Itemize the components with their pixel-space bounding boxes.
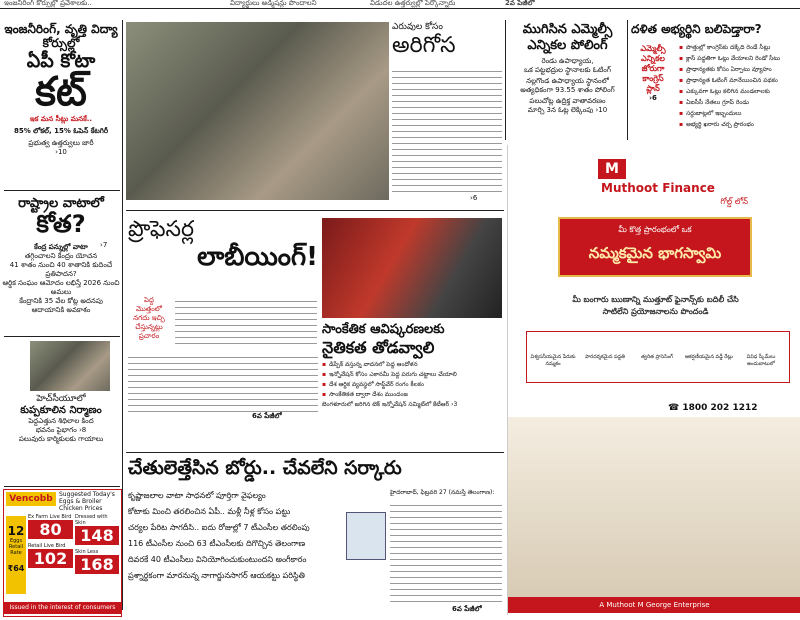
- muthoot-feature-2: పారదర్శకమైన పద్ధతి: [585, 354, 625, 360]
- ex-farm-price: 80: [28, 520, 73, 539]
- states-share-head1: రాష్ట్రాల వాటాలో: [18, 196, 104, 211]
- muthoot-body2: సాటిలేని ప్రయోజనాలను పొందండి: [602, 307, 709, 316]
- vencobb-ad: [3, 489, 122, 617]
- dressed-price: 148: [75, 526, 119, 545]
- top-strip-page-ref: 2వ పేజీలో: [505, 0, 535, 7]
- vencobb-tagline: Suggested Today's Eggs & Broiler Chicken Prices: [59, 491, 115, 512]
- top-strip-mid2: విడుదల ఉత్తర్వుల్లో పేర్కొన్నారు: [370, 0, 456, 7]
- boards-l6: ప్రశ్నార్థకంగా మారనున్న నాగార్జునసాగర్ ఆయకట్టు పరిస్థితి: [128, 571, 305, 580]
- dalit-side1: ఎమ్మెల్సీ: [640, 44, 666, 53]
- ap-quota-sub1: ఇక మన సీట్లు మనకే..: [29, 115, 93, 123]
- dalit-b3: ▪ ప్రాధాన్యతకు కోసం ఏర్పాటు వ్యూహం: [679, 64, 799, 75]
- dalit-side4: కాంగ్రెస్: [642, 74, 664, 83]
- egg-label: Eggs Retail Rate: [8, 538, 24, 556]
- boards-l4: 116 టీఎంసీల నుంచి 63 టీఎంసీలకు దిగొచ్చిన తెలంగాణ: [128, 539, 306, 548]
- dalit-b4: ▪ ప్రాధాన్యత ఓటింగ్ మానేయించిన పథకం: [679, 75, 799, 86]
- boards-dateline: హైదరాబాద్, ఫిబ్రవరి 27 (నమస్తే తెలంగాణ):: [390, 489, 495, 496]
- prof-head2: లాబీయింగ్!: [197, 242, 318, 272]
- ap-quota-page: ›10: [55, 148, 67, 156]
- mlc-l1: రెండు ఉపాధ్యాయ,: [541, 57, 594, 65]
- tech-b3: ▪ దేశ ఆర్థిక వ్యవస్థలో సాఫ్ట్‌వేర్ రంగం కీలకం: [322, 380, 504, 390]
- ex-farm-label: Ex Farm Live Bird: [28, 514, 72, 520]
- states-share-page: ›7: [100, 241, 108, 249]
- muthoot-body1: మీ బంగారు ఋణాన్ని ముత్తూట్ ఫైనాన్స్‌కు బదిలీ చేసి: [572, 295, 739, 304]
- prof-byline: 6వ పేజీలో: [252, 412, 282, 420]
- boards-l2: కోటాకు మించి తరలించిన ఏపీ.. మళ్లీ నీళ్ల కోసం పట్టు: [128, 507, 291, 516]
- muthoot-tagline: మీ కొత్త ప్రారంభంలో ఒక: [618, 225, 692, 234]
- muthoot-feature-1: విశ్వసనీయమైన పేరుకు నమ్మకం: [530, 354, 576, 367]
- muthoot-phone: ☎ 1800 202 1212: [668, 403, 758, 413]
- ap-quota-headline1: ఏపీ కోటా: [26, 50, 96, 72]
- states-share-l4: ఆర్థిక సంఘం ఆమోదం లభిస్తే 2026 నుంచి అమలు: [2, 279, 120, 296]
- states-share-l5: కేంద్రానికి 35 వేల కోట్ల అదనపు ఆదాయానికి అవకాశం: [19, 297, 103, 314]
- prof-side1: పెద్ద: [144, 296, 154, 304]
- egg-price: ₹64: [7, 564, 25, 573]
- muthoot-brand-sub: గోల్డ్ లోన్: [720, 197, 748, 206]
- dalit-side2: ఎన్నికల: [641, 54, 665, 63]
- muthoot-ad: [507, 145, 800, 615]
- top-strip-mid: విద్యార్థులు అడ్మిషన్లు పొందాలని: [230, 0, 317, 7]
- tech-b5: బెంగళూరులో జరిగిన టెక్‌ ఇన్నోవేషన్‌ సమ్మిట్‌లో కేటీఆర్ ›3: [322, 401, 458, 408]
- prof-side2: మొత్తంలో: [135, 305, 163, 313]
- ktr-event-photo: [322, 218, 502, 318]
- hcu-l2: కుప్పకూలిన నిర్మాణం: [20, 405, 102, 416]
- states-share-head2: కోత?: [36, 210, 86, 238]
- mlc-l2: ఒక పట్టభద్రుల స్థానాలకు ఓటింగ్: [524, 66, 611, 74]
- ap-quota-sub3: ప్రభుత్వ ఉత్తర్వులు జారీ: [28, 139, 94, 147]
- dalit-b8: ▪ అభ్యర్థి ఖరారు చర్చ ప్రారంభం: [679, 119, 799, 130]
- ap-quota-kicker: ఇంజనీరింగ్, వృత్తి విద్యా కోర్సుల్లో: [4, 22, 118, 50]
- fertilizer-page: ›6: [470, 194, 478, 202]
- left-column: [2, 22, 120, 157]
- states-share-l3: 41 శాతం నుంచి 40 శాతానికి కుదించే ప్రతిపాదన?: [9, 261, 113, 278]
- boards-l3: చర్యల పేరిట సాగదీసి.. ఐదు రోజుల్లో 7 టీఎంసీల తరలింపు: [128, 523, 310, 532]
- skinless-price: 168: [75, 555, 119, 574]
- mlc-l3: నల్లగొండ ఉపాధ్యాయ స్థానంలో అత్యధికంగా 93.55 శాతం పోలింగ్: [520, 77, 615, 94]
- mlc-head1: ముగిసిన ఎమ్మెల్సీ: [522, 22, 613, 37]
- muthoot-banner: నమ్మకమైన భాగస్వామి: [588, 244, 722, 262]
- muthoot-logo-icon: M: [598, 159, 626, 179]
- dressed-label: Dressed with Skin: [75, 514, 108, 526]
- boards-l1: కృష్ణాజలాల వాటా సాధనలో పూర్తిగా వైఫల్యం: [128, 491, 266, 500]
- vencobb-footer: Issued in the interest of consumers: [4, 602, 121, 614]
- prof-head1: ప్రొఫెసర్ల: [128, 217, 195, 242]
- muthoot-brand: Muthoot Finance: [601, 181, 715, 195]
- retail-live-price: 102: [28, 549, 73, 568]
- mlc-head2: ఎన్నికల పోలింగ్: [527, 38, 608, 53]
- tech-b1: ▪ డిప్ఫేక్‌ వస్తున్న వాదనలో పెద్ద ఆందోళన: [322, 360, 504, 370]
- krmb-emblem: [346, 512, 386, 560]
- hcu-l5: పలువురు కార్మికులకు గాయాలు: [18, 435, 104, 443]
- muthoot-ambassadors-photo: [508, 417, 800, 597]
- dalit-b7: ▪ సర్దుబాట్లలో ఇబ్బందులు: [679, 108, 799, 119]
- tech-b4: ▪ సాంకేతికత ద్వారా దేశం ముందంజ: [322, 390, 504, 400]
- fertilizer-head: అరిగోస: [392, 33, 456, 58]
- dalit-side5: ప్లాన్: [646, 84, 660, 93]
- hcu-l3: పెద్దఎత్తున శిథిలాల కింద: [28, 417, 94, 425]
- ap-quota-sub2: 85% లోకల్, 15% ఓపెన్ కేటగిరీ: [13, 127, 109, 135]
- skinless-label: Skin Less: [75, 549, 99, 555]
- muthoot-feature-5: వివిధ స్కీమ్‌లు అందుబాటులో: [746, 354, 776, 367]
- boards-head: చేతులెత్తేసిన బోర్డు.. చేవలేని సర్కారు: [128, 457, 402, 479]
- mlc-l5: మార్చి 3న ఓట్ల లెక్కింపు ›10: [527, 106, 608, 114]
- boards-l5: దివరకే 40 టీఎంసీలు వినియోగించుకుంటుందని అంగీకారం: [128, 555, 307, 564]
- tech-b2: ▪ ఇన్నోవేషన్‌ కోసం ఎకానమీ పెద్ద పరుగు చట్టాలు చేయాలి: [322, 370, 504, 380]
- dalit-b1: ▪ పొత్తుల్లో కాంగ్రెస్‌కు దక్కేది రెండే సీట్లు: [679, 42, 799, 53]
- tech-head1: సాంకేతిక ఆవిష్కరణలకు: [322, 322, 445, 337]
- muthoot-footer: A Muthoot M George Enterprise: [508, 597, 800, 613]
- dalit-side3: జోరుగా: [641, 64, 665, 73]
- fertilizer-kicker: ఎరువుల కోసం: [392, 22, 443, 32]
- boards-page: 6వ పేజీలో: [452, 605, 482, 613]
- hcu-collapse-photo: [30, 341, 110, 391]
- hcu-l1: హెచ్‌సీయూలో: [36, 394, 86, 404]
- prof-side4: చేస్తున్నట్లు: [135, 323, 163, 331]
- dalit-b5: ▪ ఎక్కువగా ఓట్లు కలిగిన మండలాలకు: [679, 86, 799, 97]
- retail-live-label: Retail Live Bird: [28, 543, 66, 549]
- egg-count: 12: [7, 524, 25, 538]
- prof-side5: ప్రచారం: [138, 332, 160, 340]
- dalit-b2: ▪ క్లాస్ పద్ధతిగా ఓట్లు వేయాలని రెండో సీటు: [679, 53, 799, 64]
- hcu-l4: భవనం పైభాగం ›8: [35, 426, 87, 434]
- dalit-page: ›6: [649, 94, 657, 102]
- muthoot-feature-4: ఆకర్షణీయమైన వడ్డీ రేట్లు: [685, 354, 733, 360]
- states-share-l1: కేంద్ర పన్నుల్లో వాటా: [34, 243, 88, 251]
- muthoot-feature-3: త్వరిత ప్రాసెసింగ్: [640, 354, 674, 360]
- dalit-head: దళిత అభ్యర్థిని బలిపెడ్తారా?: [631, 22, 762, 36]
- top-strip-left: ఇంజనీరింగ్ కోర్సుల్లో ప్రవేశాలకు..: [4, 0, 92, 7]
- fertilizer-queue-photo: [126, 22, 389, 200]
- ap-quota-headline2: కట్: [35, 69, 87, 115]
- prof-side3: నగదు ఇచ్చి: [133, 314, 165, 322]
- states-share-l2: తగ్గించాలని కేంద్రం యోచన: [24, 252, 98, 260]
- dalit-b6: ▪ ఏఐసీసీ నేతలు గ్రూప్ రెండు: [679, 97, 799, 108]
- mlc-l4: పలుచోట్ల ఉద్రిక్త వాతావరణం: [529, 97, 606, 105]
- tech-head2: నైతికత తోడవ్వాలి: [322, 338, 435, 357]
- vencobb-logo: Vencobb: [6, 492, 56, 506]
